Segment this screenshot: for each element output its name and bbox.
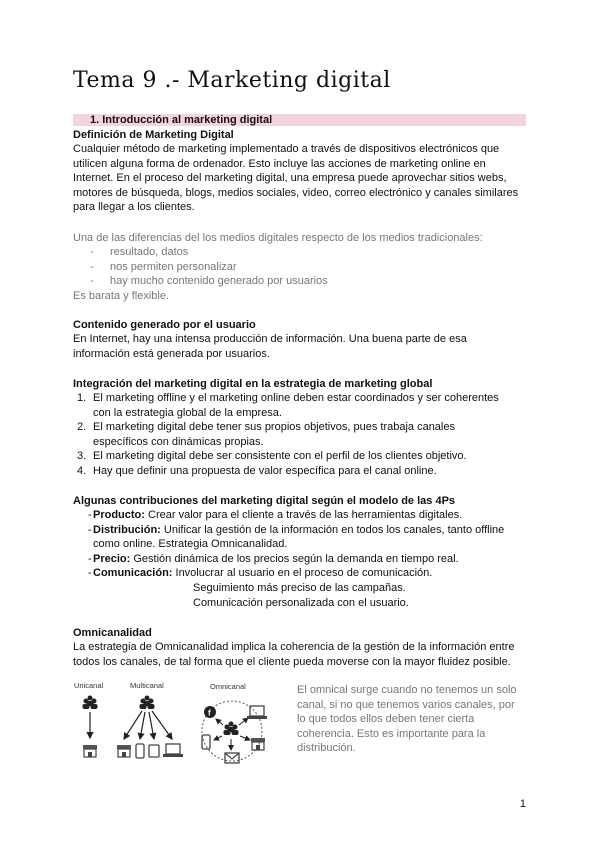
- text-line: motores de búsqueda, blogs, medios sociales, video, correo electrónico y canales similares: [73, 186, 519, 199]
- mail-icon: [225, 753, 239, 763]
- text-line: lo que todos ellos deben tener cierta: [297, 713, 475, 726]
- fourps-list: [88, 508, 533, 610]
- text-line: Internet. En el proceso del marketing digital, una empresa puede aprovechar sitios webs,: [73, 172, 507, 185]
- tablet-icon: [149, 745, 159, 757]
- phone-icon: [136, 744, 144, 758]
- differences-outro: Es barata y flexible.: [73, 290, 169, 302]
- list-item: - resultado, datos: [90, 246, 189, 258]
- list-item: 1. El marketing offline y el marketing online deben estar coordinados y ser coherentes con la estrategia global de la empresa.: [77, 392, 499, 419]
- text-line: En Internet, hay una intensa producción de información. Una buena parte de esa: [73, 333, 467, 345]
- text-line: La estrategia de Omnicanalidad implica la coherencia de la gestión de la información entre: [73, 641, 515, 653]
- list-item: 4. Hay que definir una propuesta de valor específica para el canal online.: [77, 464, 437, 477]
- laptop-icon: [163, 744, 183, 757]
- definition-paragraph: [73, 142, 533, 215]
- list-item: - Precio: Gestión dinámica de los precios según la demanda en tiempo real.: [88, 552, 459, 565]
- text-line: Cualquier método de marketing implementado a través de dispositivos electrónicos que: [73, 143, 500, 155]
- definition-heading: Definición de Marketing Digital: [73, 129, 234, 141]
- facebook-icon: [204, 706, 216, 718]
- unicanal-label: Unicanal: [74, 681, 104, 690]
- text-line: El omnical surge cuando no tenemos un solo: [297, 684, 517, 696]
- integration-list: [77, 391, 533, 479]
- list-item-continuation: Comunicación personalizada con el usuario.: [193, 596, 409, 609]
- text-line: canal, si no que tenemos varios canales, por: [297, 698, 515, 711]
- omnicanal-label: Omnicanal: [210, 682, 246, 691]
- differences-list: [90, 245, 540, 289]
- list-item: - hay mucho contenido generado por usuarios: [90, 275, 328, 288]
- list-item: - Comunicación: Involucrar al usuario en el proceso de comunicación.: [88, 567, 433, 580]
- list-item: - nos permiten personalizar: [90, 260, 237, 273]
- multicanal-label: Multicanal: [130, 681, 164, 690]
- text-line: utilicen alguna forma de ordenador. Esto incluye las acciones de marketing online en: [73, 157, 486, 170]
- store-icon: [251, 738, 265, 750]
- store-icon: [83, 745, 97, 757]
- svg-text:f: f: [208, 708, 211, 718]
- page-number: 1: [519, 798, 526, 810]
- text-line: todos los canales, de tal forma que el cliente pueda moverse con la mayor fluidez posible.: [73, 655, 511, 668]
- list-item-continuation: como online. Estrategia Omnicanalidad.: [93, 538, 288, 551]
- page-title: Tema 9 .- Marketing digital: [73, 68, 391, 93]
- unicanal-users-icon: [83, 696, 98, 710]
- list-item: - Distribución: Unificar la gestión de la información en todos los canales, tanto offline: [88, 523, 505, 536]
- laptop-icon: [247, 706, 267, 719]
- ugc-heading: Contenido generado por el usuario: [73, 319, 256, 331]
- omni-note: [297, 683, 532, 756]
- list-item: 2. El marketing digital debe tener sus propios objetivos, pues trabaja canales específicos con dinámicas propias.: [77, 421, 455, 448]
- text-line: información está generada por usuarios.: [73, 347, 270, 360]
- section-heading: 1. Introducción al marketing digital: [90, 114, 273, 126]
- multicanal-users-icon: [140, 696, 155, 710]
- ugc-paragraph: [73, 332, 533, 361]
- text-line: para llegar a los clientes.: [73, 201, 195, 214]
- store-icon: [117, 745, 131, 757]
- fourps-heading: Algunas contribuciones del marketing digital según el modelo de las 4Ps: [73, 495, 456, 507]
- differences-intro: Una de las diferencias del los medios digitales respecto de los medios tradicionales:: [73, 232, 483, 244]
- text-line: distribución.: [297, 742, 356, 755]
- list-item: - Producto: Crear valor para el cliente a través de las herramientas digitales.: [88, 509, 463, 521]
- text-line: coherencia. Esto es importante para la: [297, 727, 486, 740]
- list-item: 3. El marketing digital debe ser consistente con el perfil de los clientes objetivo.: [77, 450, 467, 463]
- omni-heading: Omnicanalidad: [73, 627, 152, 639]
- omni-users-icon: [224, 722, 239, 736]
- list-item-continuation: Seguimiento más preciso de las campañas.: [193, 581, 406, 594]
- integration-heading: Integración del marketing digital en la estrategia de marketing global: [73, 378, 433, 390]
- arrow-icon: [124, 711, 172, 739]
- omni-paragraph: [73, 640, 543, 669]
- channels-diagram: [68, 678, 294, 770]
